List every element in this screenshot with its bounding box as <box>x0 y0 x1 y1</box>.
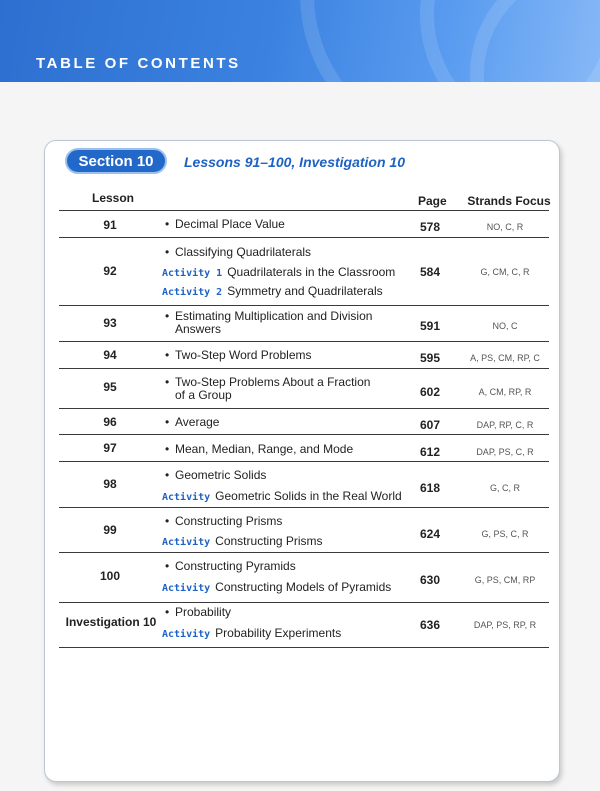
column-header-page: Page <box>418 194 447 208</box>
lesson-topic: • Two-Step Word Problems <box>165 348 312 362</box>
activity-line: Activity Constructing Models of Pyramids <box>162 580 392 594</box>
page-number: 607 <box>419 418 441 432</box>
lesson-topic: • Two-Step Problems About a Fraction of a Group <box>165 375 371 402</box>
page-header <box>0 0 600 82</box>
page-number: 612 <box>419 445 441 459</box>
lesson-number: 91 <box>103 218 117 232</box>
strands-focus: G, CM, C, R <box>480 267 530 277</box>
lesson-number: Investigation 10 <box>65 615 157 629</box>
lesson-topic: • Average <box>165 415 220 429</box>
page-number: 578 <box>419 220 441 234</box>
lesson-topic: • Geometric Solids <box>165 468 267 482</box>
page-number: 630 <box>419 573 441 587</box>
decorative-swirl <box>470 0 600 82</box>
strands-focus: A, PS, CM, RP, C <box>470 353 540 363</box>
section-badge: Section 10 <box>65 148 167 174</box>
lesson-number: 98 <box>103 477 117 491</box>
activity-tag: Activity <box>162 629 211 640</box>
lesson-number: 100 <box>99 569 121 583</box>
lesson-topic: • Estimating Multiplication and Division Answers <box>165 309 373 336</box>
lesson-number: 97 <box>103 441 117 455</box>
page-number: 591 <box>419 319 441 333</box>
lesson-number: 99 <box>103 523 117 537</box>
table-row <box>45 341 559 368</box>
strands-focus: G, C, R <box>489 483 520 493</box>
strands-focus: A, CM, RP, R <box>478 387 532 397</box>
activity-tag: Activity <box>162 537 211 548</box>
lesson-topic: • Constructing Prisms <box>165 514 283 528</box>
column-header-lesson: Lesson <box>92 191 135 205</box>
lesson-number: 95 <box>103 380 117 394</box>
activity-tag: Activity <box>162 583 211 594</box>
page-number: 602 <box>419 385 441 399</box>
strands-focus: NO, C, R <box>486 222 524 232</box>
header-title: TABLE OF CONTENTS <box>36 55 241 72</box>
activity-line: Activity Probability Experiments <box>162 626 342 640</box>
lesson-topic: • Mean, Median, Range, and Mode <box>165 442 354 456</box>
page-number: 584 <box>419 265 441 279</box>
table-row <box>45 552 559 602</box>
activity-tag: Activity 2 <box>162 287 223 298</box>
table-row <box>45 461 559 507</box>
lesson-number: 93 <box>103 316 117 330</box>
table-row <box>45 507 559 552</box>
strands-focus: G, PS, CM, RP <box>474 575 536 585</box>
lesson-topic: • Classifying Quadrilaterals <box>165 245 312 259</box>
lesson-number: 92 <box>103 264 117 278</box>
table-row <box>45 602 559 647</box>
lesson-number: 94 <box>103 348 117 362</box>
page-number: 618 <box>419 481 441 495</box>
table-row <box>45 305 559 341</box>
activity-line: Activity Geometric Solids in the Real World <box>162 489 402 503</box>
table-row <box>45 368 559 408</box>
page-number: 595 <box>419 351 441 365</box>
section-subtitle: Lessons 91–100, Investigation 10 <box>184 154 405 170</box>
lesson-number: 96 <box>103 415 117 429</box>
strands-focus: G, PS, C, R <box>481 529 529 539</box>
table-row <box>45 434 559 461</box>
activity-tag: Activity 1 <box>162 268 223 279</box>
lesson-topic: • Probability <box>165 605 232 619</box>
strands-focus: NO, C <box>492 321 518 331</box>
strands-focus: DAP, PS, C, R <box>476 447 534 457</box>
row-divider <box>59 647 549 648</box>
section-card <box>44 140 560 782</box>
activity-line: Activity 2 Symmetry and Quadrilaterals <box>162 284 383 298</box>
strands-focus: DAP, PS, RP, R <box>473 620 537 630</box>
activity-line: Activity 1 Quadrilaterals in the Classroom <box>162 265 396 279</box>
table-row <box>45 210 559 237</box>
page-number: 636 <box>419 618 441 632</box>
lesson-topic: • Constructing Pyramids <box>165 559 296 573</box>
activity-tag: Activity <box>162 492 211 503</box>
activity-line: Activity Constructing Prisms <box>162 534 323 548</box>
table-row <box>45 237 559 305</box>
page-number: 624 <box>419 527 441 541</box>
strands-focus: DAP, RP, C, R <box>476 420 534 430</box>
column-header-strands: Strands Focus <box>467 194 551 208</box>
lesson-topic: • Decimal Place Value <box>165 217 285 231</box>
table-row <box>45 408 559 434</box>
